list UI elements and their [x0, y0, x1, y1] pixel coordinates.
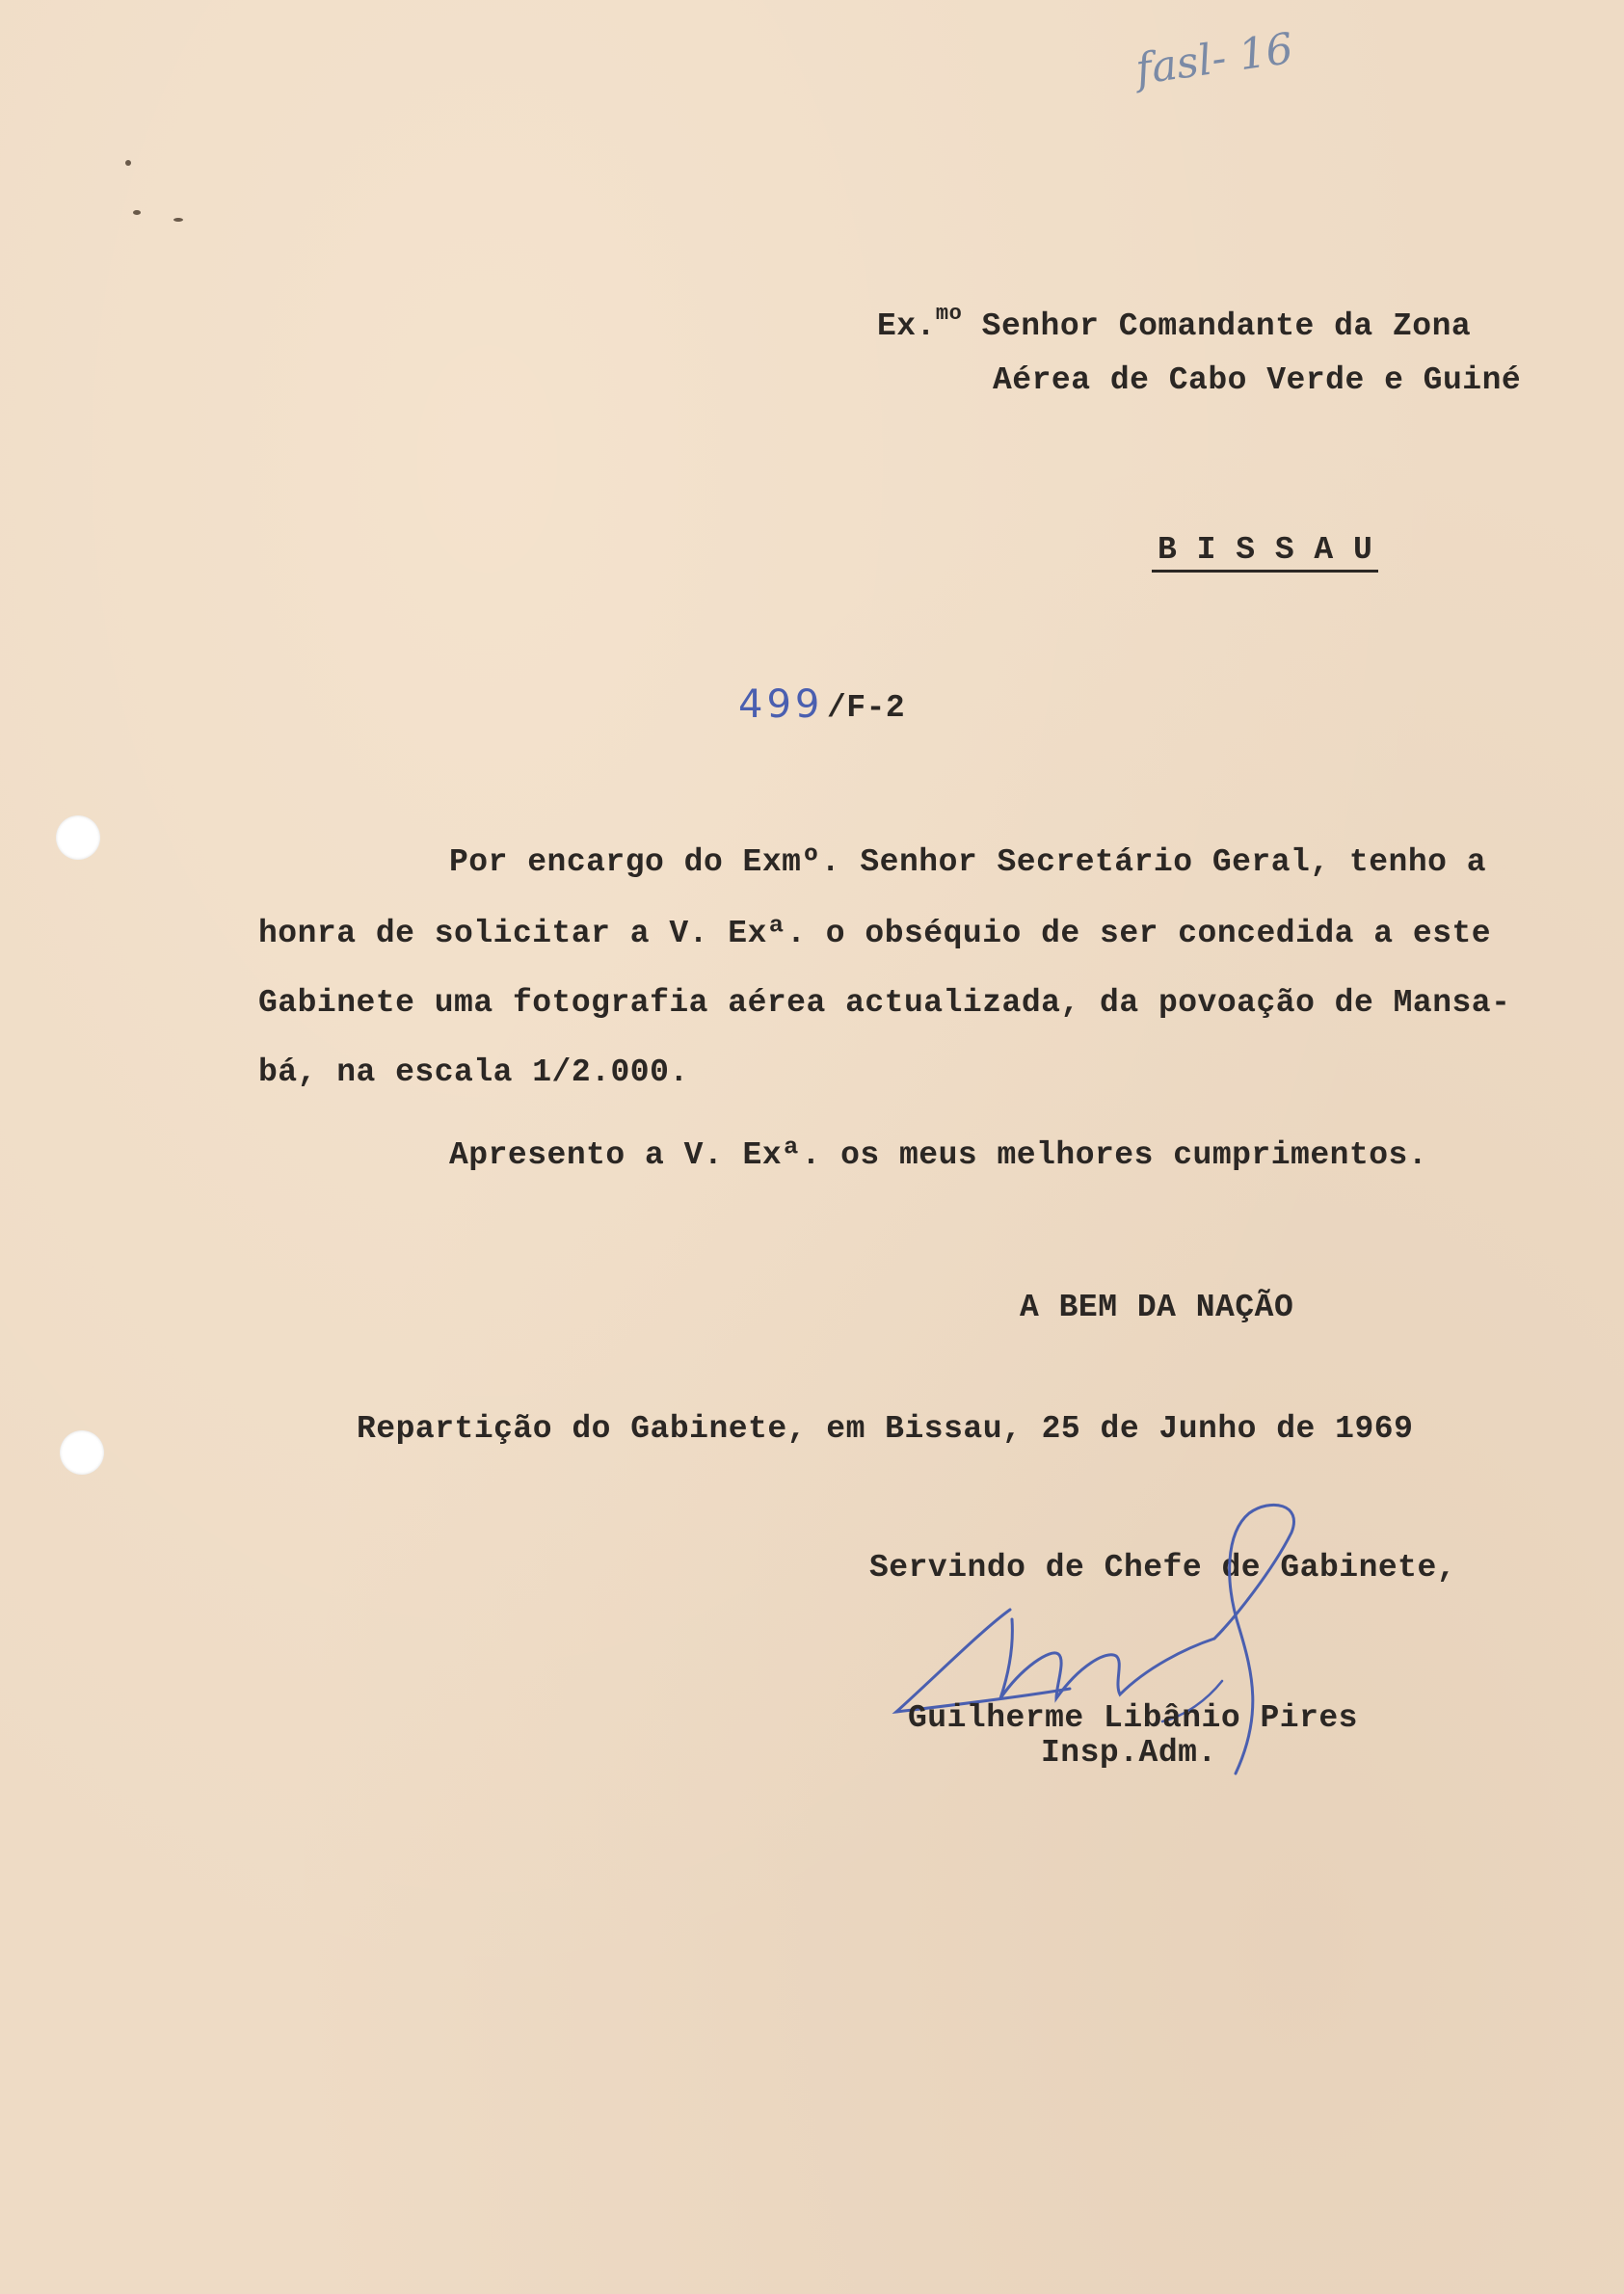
body-paragraph-2: Apresento a V. Exª. os meus melhores cumprimentos.: [449, 1137, 1428, 1173]
addressee-line-2: Aérea de Cabo Verde e Guiné: [993, 362, 1522, 398]
signatory-title: Insp.Adm.: [1041, 1735, 1217, 1771]
punch-hole-bottom: [60, 1430, 104, 1475]
place-and-date: Repartição do Gabinete, em Bissau, 25 de Junho de 1969: [357, 1411, 1414, 1447]
signatory-role: Servindo de Chefe de Gabinete,: [869, 1550, 1457, 1586]
addressee-title-sup: mo: [935, 302, 963, 326]
body-paragraph-1-line-2: honra de solicitar a V. Exª. o obséquio de ser concedida a este: [258, 916, 1492, 951]
reference-typed-suffix: /F-2: [827, 690, 906, 726]
punch-hole-top: [56, 815, 100, 860]
paper-speck: [133, 210, 141, 215]
city-heading: B I S S A U: [1152, 532, 1378, 573]
body-paragraph-1-line-4: bá, na escala 1/2.000.: [258, 1054, 689, 1090]
addressee-line-1: [877, 302, 1472, 344]
signatory-name: Guilherme Libânio Pires: [908, 1700, 1358, 1736]
body-paragraph-1-line-3: Gabinete uma fotografia aérea actualizada, da povoação de Mansa-: [258, 985, 1511, 1021]
reference-handwritten-number: 499: [738, 682, 824, 727]
body-paragraph-1-line-1: Por encargo do Exmº. Senhor Secretário Geral, tenho a: [449, 844, 1487, 880]
paper-speck: [173, 218, 183, 222]
paper-speck: [125, 160, 131, 166]
addressee-title-prefix: Ex.: [877, 308, 936, 344]
closing-formula: A BEM DA NAÇÃO: [1020, 1290, 1294, 1325]
addressee-line1-text: Senhor Comandante da Zona: [981, 308, 1472, 344]
handwritten-annotation: fasl- 16: [1132, 23, 1296, 95]
